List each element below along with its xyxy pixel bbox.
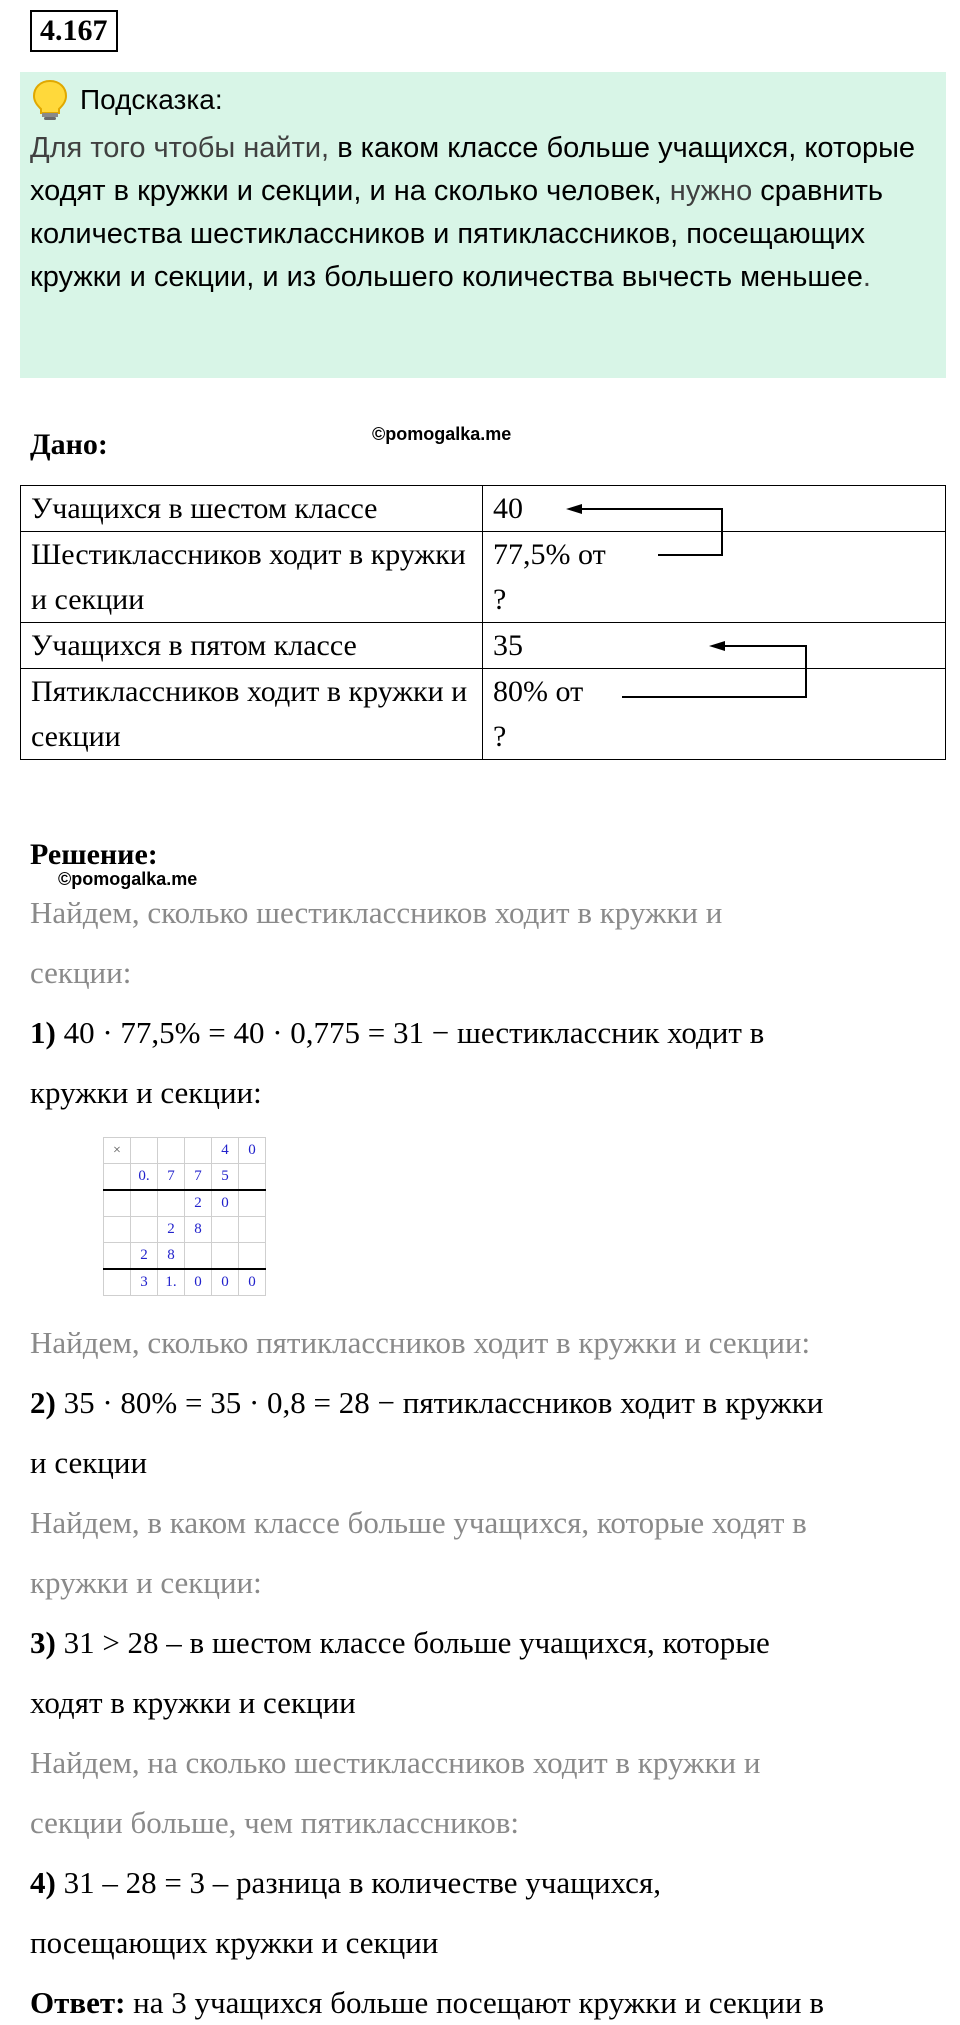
given-label-cell: Учащихся в шестом классе (21, 486, 483, 532)
calc-cell: 2 (158, 1217, 185, 1243)
multiply-sign: × (104, 1138, 131, 1164)
calc-cell (185, 1138, 212, 1164)
arrow-head-icon (566, 504, 582, 514)
hint-part-3: нужно (661, 175, 761, 207)
calc-cell (104, 1164, 131, 1191)
watermark: ©pomogalka.me (372, 424, 512, 444)
calc-cell (104, 1243, 131, 1270)
given-value-cell: 35 (483, 623, 946, 669)
calc-row (104, 1217, 266, 1243)
watermark: ©pomogalka.me (58, 869, 198, 889)
calc-row (104, 1243, 266, 1270)
hint-part-5: . (862, 261, 871, 293)
answer-label: Ответ: (30, 1985, 126, 2020)
solution-step (30, 1865, 661, 1901)
problem-number: 4.167 (30, 10, 118, 52)
calc-cell (185, 1243, 212, 1270)
calc-cell: 7 (158, 1164, 185, 1191)
solution-line: и секции (30, 1445, 148, 1480)
answer-line (30, 1985, 824, 2021)
calc-cell (239, 1243, 266, 1270)
calc-cell: 3 (131, 1269, 158, 1296)
calc-row (104, 1164, 266, 1191)
given-label-cell: Учащихся в пятом классе (21, 623, 483, 669)
calc-cell: 4 (212, 1138, 239, 1164)
solution-line: секции больше, чем пятиклассников: (30, 1805, 520, 1840)
solution-step (30, 1015, 764, 1051)
solution-line: Найдем, сколько шестиклассников ходит в кружки и (30, 895, 723, 930)
calc-cell: 0 (212, 1190, 239, 1217)
solution-line: ходят в кружки и секции (30, 1685, 356, 1720)
calc-cell: 0 (239, 1138, 266, 1164)
calc-cell (212, 1243, 239, 1270)
calc-cell (104, 1190, 131, 1217)
step-text: 31 – 28 = 3 – разница в количестве учащихся, (55, 1865, 661, 1900)
calc-row (104, 1269, 266, 1296)
hint-title-text: Подсказка: (80, 84, 223, 115)
calc-cell: 0. (131, 1164, 158, 1191)
arrow-head-icon (709, 641, 725, 651)
given-label-cell: Шестиклассников ходит в кружки и секции (21, 532, 483, 623)
calc-cell: 0 (212, 1269, 239, 1296)
calc-cell (239, 1190, 266, 1217)
step-text: 31 > 28 – в шестом классе больше учащихся, которые (55, 1625, 770, 1660)
arrow-sixth-grade (580, 509, 722, 555)
answer-text: на 3 учащихся больше посещают кружки и секции в (125, 1985, 824, 2020)
arrow-fifth-grade (622, 646, 806, 697)
solution-label: Решение: (30, 838, 158, 871)
solution-line: посещающих кружки и секции (30, 1925, 439, 1960)
calc-row (104, 1190, 266, 1217)
step-number: 1) (30, 1015, 56, 1050)
hint-part-4: сравнить количества шестиклассников и пятиклассников, посещающих кружки и секции, и из большего количества вычесть меньшее (30, 175, 884, 293)
calc-cell (212, 1217, 239, 1243)
calc-cell: 7 (185, 1164, 212, 1191)
calc-cell: 0 (185, 1269, 212, 1296)
step-number: 2) (30, 1385, 56, 1420)
given-value-cell: 77,5% от ? (483, 532, 946, 623)
given-value-cell: 80% от ? (483, 669, 946, 760)
solution-step (30, 1625, 770, 1661)
hint-part-2: в каком классе больше учащихся, которые ходят в кружки и секции, и на сколько человек, (30, 132, 916, 207)
reference-arrows (0, 0, 960, 800)
given-value-cell: 40 (483, 486, 946, 532)
calc-cell (239, 1217, 266, 1243)
calc-cell: 1. (158, 1269, 185, 1296)
given-label-cell: Пятиклассников ходит в кружки и секции (21, 669, 483, 760)
hint-part-1: Для того чтобы найти, (30, 132, 338, 164)
multiplication-column (103, 1137, 266, 1296)
step-number: 3) (30, 1625, 56, 1660)
solution-line: кружки и секции: (30, 1075, 262, 1110)
calc-cell (104, 1269, 131, 1296)
solution-step (30, 1385, 823, 1421)
calc-cell: 8 (185, 1217, 212, 1243)
solution-line: Найдем, сколько пятиклассников ходит в кружки и секции: (30, 1325, 811, 1360)
step-number: 4) (30, 1865, 56, 1900)
solution-line: Найдем, на сколько шестиклассников ходит в кружки и (30, 1745, 761, 1780)
given-label: Дано: (30, 428, 108, 461)
calc-cell (104, 1217, 131, 1243)
solution-line: Найдем, в каком классе больше учащихся, которые ходят в (30, 1505, 807, 1540)
calc-cell: 8 (158, 1243, 185, 1270)
calc-cell (131, 1190, 158, 1217)
calc-cell: 2 (131, 1243, 158, 1270)
calc-cell (131, 1217, 158, 1243)
calc-cell (131, 1138, 158, 1164)
calc-cell: 0 (239, 1269, 266, 1296)
calc-row (104, 1138, 266, 1164)
calc-cell: 5 (212, 1164, 239, 1191)
calc-cell (158, 1190, 185, 1217)
calc-cell (158, 1138, 185, 1164)
step-text: 35 · 80% = 35 · 0,8 = 28 − пятиклассников ходит в кружки (55, 1385, 824, 1420)
calc-cell (239, 1164, 266, 1191)
step-text: 40 · 77,5% = 40 · 0,775 = 31 − шестиклассник ходит в (55, 1015, 765, 1050)
solution-line: кружки и секции: (30, 1565, 262, 1600)
calc-cell: 2 (185, 1190, 212, 1217)
solution-line: секции: (30, 955, 132, 990)
